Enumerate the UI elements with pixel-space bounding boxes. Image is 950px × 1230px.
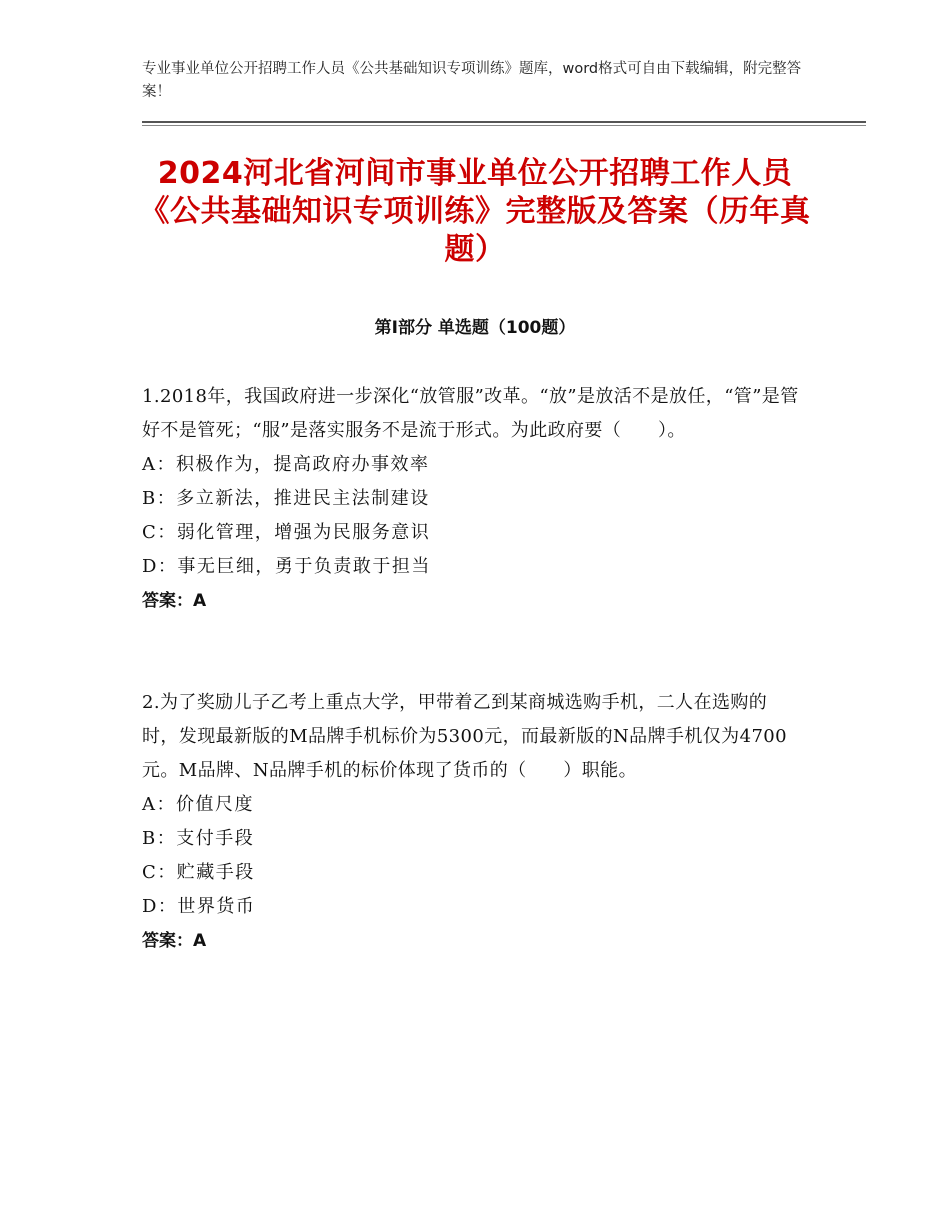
option-c: C：贮藏手段 xyxy=(142,862,255,883)
header-rule-thick xyxy=(142,121,866,123)
option-d: D：世界货币 xyxy=(142,896,256,917)
question-text: 2.为了奖励儿子乙考上重点大学，甲带着乙到某商城选购手机，二人在选购的时，发现最新版的M品牌手机标价为5300元，而最新版的N品牌手机仅为4700元。M品牌、N品牌手机的标价体现了货币的（ ）职能。 xyxy=(142,692,787,781)
header-rule-thin xyxy=(142,125,866,126)
question-text: 1.2018年，我国政府进一步深化“放管服”改革。“放”是放活不是放任，“管”是管好不是管死；“服”是落实服务不是流于形式。为此政府要（ ）。 xyxy=(142,386,799,441)
option-d: D：事无巨细，勇于负责敢于担当 xyxy=(142,556,431,577)
option-b: B：多立新法，推进民主法制建设 xyxy=(142,488,430,509)
option-a: A：积极作为，提高政府办事效率 xyxy=(142,454,430,475)
option-a: A：价值尺度 xyxy=(142,794,254,815)
header-note: 专业事业单位公开招聘工作人员《公共基础知识专项训练》题库，word格式可自由下载编辑，附完整答案！ xyxy=(142,61,802,100)
answer: 答案：A xyxy=(142,591,207,611)
document-title: 2024河北省河间市事业单位公开招聘工作人员《公共基础知识专项训练》完整版及答案（历年真题） xyxy=(139,156,811,267)
answer: 答案：A xyxy=(142,931,207,951)
question-1 xyxy=(142,380,802,618)
option-c: C：弱化管理，增强为民服务意识 xyxy=(142,522,431,543)
question-2 xyxy=(142,686,802,958)
option-b: B：支付手段 xyxy=(142,828,255,849)
section-title: 第Ⅰ部分 单选题（100题） xyxy=(374,318,576,338)
